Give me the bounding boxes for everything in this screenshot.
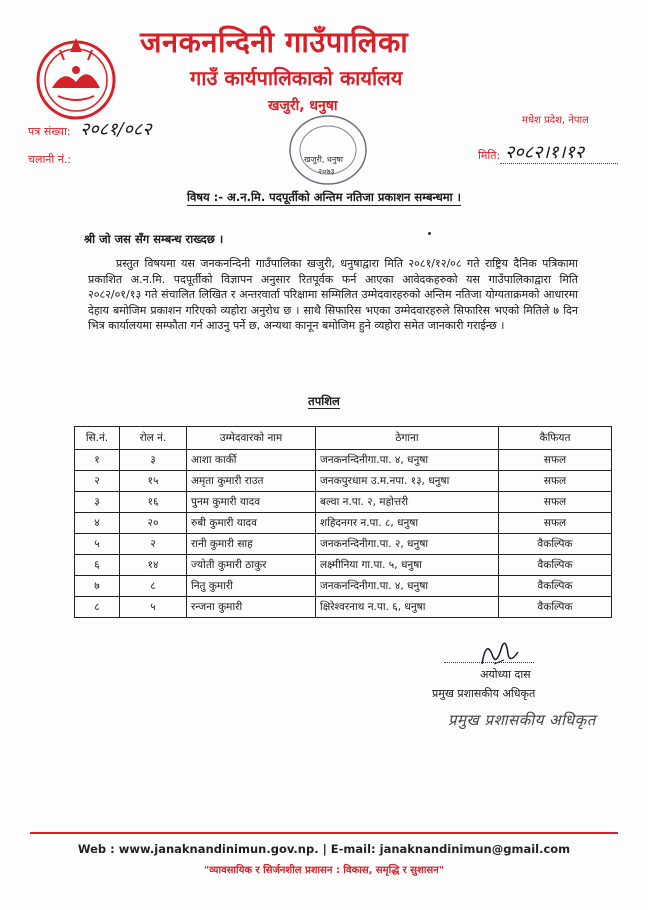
table-row	[75, 450, 612, 471]
body-paragraph: प्रस्तुत विषयमा यस जनकनन्दिनी गाउँपालिका खजुरी, धनुषाद्वारा मिति २०८१/१२/०८ गते राष्ट्रिय दैनिक पत्रिकामा प्रकाशित अ.न.मि. पदपूर्तीको विज्ञापन अनुसार रितपूर्वक फर्न आएका आवेदकहरुको यस गाउँपालिकाद्वारा मिति २०८२/०१/१३ गते संचालित लिखित र अन्तरवार्ता परिक्षामा सम्मिलित उम्मेदवारहरुको अन्तिम नतिजा योग्यताक्रमको आधारमा देहाय बमोजिम प्रकाशन गरिएको व्यहोरा अनुरोध छ । साथै सिफारिस भएका उम्मेदवारहरुले सिफारिस भएको मितिले ७ दिन भित्र कार्यालयमा सम्फौता गर्न आउनु पर्ने छ, अन्यथा कानून बमोजिम हुने व्यहोरा समेत जानकारी गराईन्छ ।	[88, 257, 578, 333]
cell-roll: ३	[120, 450, 187, 471]
signer-name: अयोध्या दास	[480, 668, 531, 681]
cell-address: जनकनन्दिनीगा.पा. ४, धनुषा	[316, 450, 499, 471]
cell-serial: २	[75, 471, 120, 492]
signer-title: प्रमुख प्रशासकीय अधिकृत	[432, 687, 536, 700]
results-table	[74, 426, 612, 618]
header-name: उम्मेदवारको नाम	[187, 427, 316, 450]
cell-roll: १५	[120, 471, 187, 492]
cell-serial: ६	[75, 555, 120, 576]
cell-address: जनकनन्दिनीगा.पा. २, धनुषा	[316, 534, 499, 555]
table-row	[75, 471, 612, 492]
cell-roll: १६	[120, 492, 187, 513]
municipality-logo	[30, 30, 122, 122]
table-header-row	[75, 427, 612, 450]
cell-name: अमृता कुमारी राउत	[187, 471, 316, 492]
cell-serial: ७	[75, 576, 120, 597]
cell-serial: ८	[75, 597, 120, 618]
title-stamp: प्रमुख प्रशासकीय अधिकृत	[448, 711, 596, 729]
table-heading-text: तपशिल	[308, 394, 340, 408]
cell-remarks: वैकल्पिक	[499, 597, 612, 618]
reference-label: पत्र संख्या:	[28, 125, 71, 138]
cell-address: शहिदनगर न.पा. ८, धनुषा	[316, 513, 499, 534]
table-row	[75, 576, 612, 597]
cell-address: क्षिरेश्वरनाथ न.पा. ६, धनुषा	[316, 597, 499, 618]
header-remarks: कैफियत	[499, 427, 612, 450]
cell-address: जनकनन्दिनीगा.पा. ४, धनुषा	[316, 576, 499, 597]
table-row	[75, 513, 612, 534]
subject-text: विषय :- अ.न.मि. पदपूर्तीको अन्तिम नतिजा प्रकाशन सम्बन्धमा ।	[186, 190, 461, 204]
cell-remarks: वैकल्पिक	[499, 555, 612, 576]
cell-roll: १४	[120, 555, 187, 576]
table-heading	[0, 394, 648, 409]
cell-serial: ३	[75, 492, 120, 513]
table-row	[75, 492, 612, 513]
office-stamp	[282, 108, 374, 190]
cell-name: ज्योती कुमारी ठाकुर	[187, 555, 316, 576]
reference-number: २०८१/०८२	[80, 119, 152, 140]
subject-line	[0, 190, 648, 205]
cell-remarks: वैकल्पिक	[499, 576, 612, 597]
signature-line	[444, 662, 534, 663]
cell-remarks: सफल	[499, 471, 612, 492]
province-label: मधेश प्रदेश, नेपाल	[522, 115, 589, 126]
cell-name: नितु कुमारी	[187, 576, 316, 597]
cell-remarks: सफल	[499, 513, 612, 534]
footer-slogan: "व्यावसायिक र सिर्जनशील प्रशासन : विकास, समृद्धि र सुशासन"	[204, 865, 444, 876]
dispatch-label: चलानी नं.:	[28, 153, 72, 166]
table-row	[75, 597, 612, 618]
ink-dot	[428, 232, 431, 235]
cell-address: बल्वा न.पा. २, महोत्तरी	[316, 492, 499, 513]
cell-roll: ५	[120, 597, 187, 618]
cell-remarks: वैकल्पिक	[499, 534, 612, 555]
cell-roll: ८	[120, 576, 187, 597]
cell-name: आशा कार्की	[187, 450, 316, 471]
salutation: श्री जो जस सँग सम्बन्ध राख्दछ ।	[84, 232, 224, 246]
cell-serial: ४	[75, 513, 120, 534]
header-roll: रोल नं.	[120, 427, 187, 450]
header-serial: सि.नं.	[75, 427, 120, 450]
date-value: २०८२।१।१२	[505, 142, 585, 163]
cell-name: पुनम कुमारी यादव	[187, 492, 316, 513]
cell-name: रुबी कुमारी यादव	[187, 513, 316, 534]
footer-contact: Web : www.janaknandinimun.gov.np. | E-mail: janaknandinimun@gmail.com	[77, 842, 571, 856]
office-name: जनकनन्दिनी गाउँपालिका	[140, 25, 409, 59]
table-row	[75, 555, 612, 576]
cell-name: रानी कुमारी साह	[187, 534, 316, 555]
cell-roll: २०	[120, 513, 187, 534]
footer-divider	[30, 832, 618, 834]
cell-serial: १	[75, 450, 120, 471]
cell-address: जनकपुरधाम उ.म.नपा. १३, धनुषा	[316, 471, 499, 492]
cell-name: रन्जना कुमारी	[187, 597, 316, 618]
stamp-year: २०७३	[318, 167, 335, 176]
office-subtitle: गाउँ कार्यपालिकाको कार्यालय	[190, 66, 403, 90]
cell-remarks: सफल	[499, 450, 612, 471]
cell-remarks: सफल	[499, 492, 612, 513]
date-underline	[500, 163, 618, 164]
stamp-text: खजुरी, धनुषा	[304, 155, 343, 164]
table-row	[75, 534, 612, 555]
cell-roll: २	[120, 534, 187, 555]
date-label: मिति:	[478, 149, 501, 162]
office-location: खजुरी, धनुषा	[268, 98, 338, 114]
cell-serial: ५	[75, 534, 120, 555]
header-address: ठेगाना	[316, 427, 499, 450]
cell-address: लक्ष्मीनिया गा.पा. ५, धनुषा	[316, 555, 499, 576]
